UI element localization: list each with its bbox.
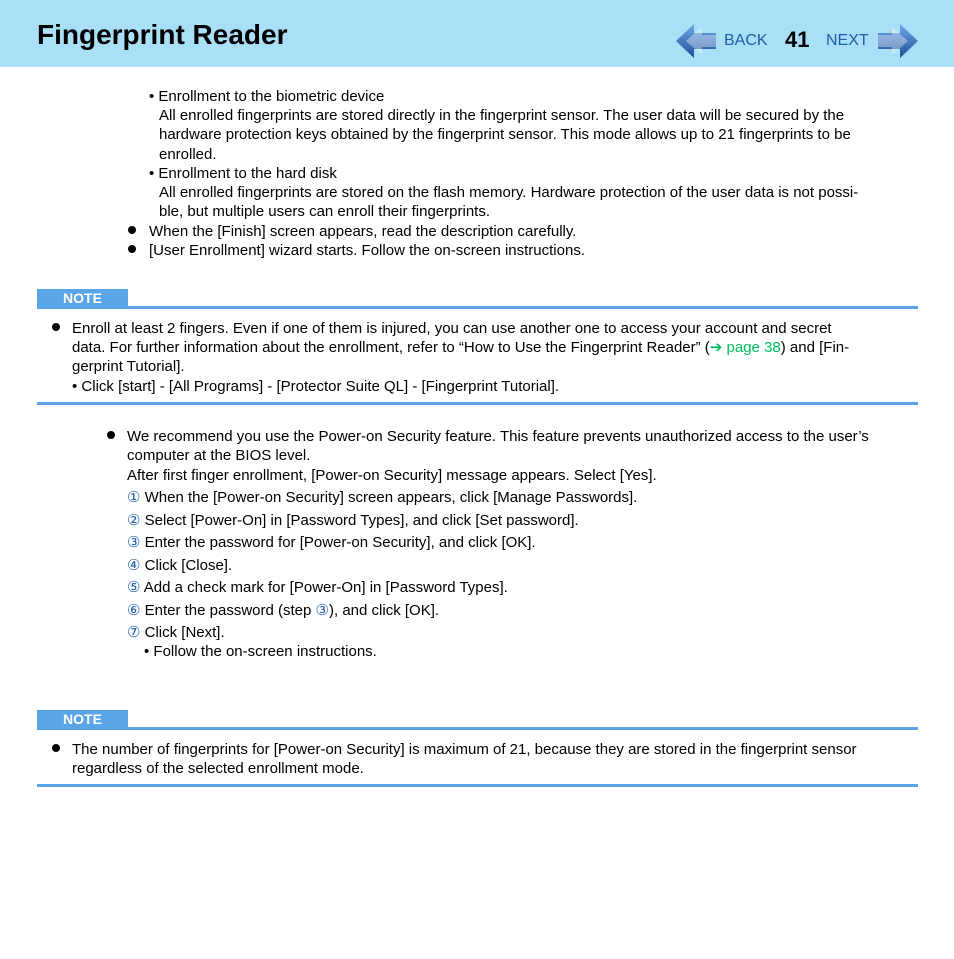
paragraph-line: All enrolled fingerprints are stored on the flash memory. Hardware protection of the user data is not possi- — [159, 184, 859, 201]
step-number: ② — [127, 512, 141, 529]
back-arrow-icon[interactable] — [676, 22, 716, 60]
note-text: data. For further information about the enrollment, refer to “How to Use the Fingerprint Reader” ( — [72, 339, 710, 356]
page-number: 41 — [785, 27, 810, 52]
step-text: Click [Close]. — [140, 557, 233, 574]
step-7 — [127, 623, 225, 642]
note-divider-top — [37, 727, 918, 730]
step-ref: ③ — [315, 602, 329, 619]
step-number: ③ — [127, 534, 141, 551]
paragraph-line: We recommend you use the Power-on Security feature. This feature prevents unauthorized access to the user’s — [127, 428, 869, 445]
page-38-link[interactable]: ➔ page 38 — [709, 339, 781, 356]
bullet-icon — [107, 431, 115, 439]
step-5 — [127, 578, 508, 597]
step-number: ④ — [127, 557, 141, 574]
step-text: Enter the password for [Power-on Security], and click [OK]. — [140, 534, 536, 551]
note-divider-top — [37, 306, 918, 309]
note-label: NOTE — [37, 289, 128, 307]
sub-item-title: • Enrollment to the biometric device — [149, 88, 385, 105]
step-number: ① — [127, 489, 141, 506]
note-line — [72, 338, 849, 357]
step-text: Add a check mark for [Power-On] in [Password Types]. — [140, 579, 508, 596]
step-3 — [127, 533, 536, 552]
step-6 — [127, 601, 439, 620]
step-2 — [127, 511, 579, 530]
paragraph-line: After first finger enrollment, [Power-on Security] message appears. Select [Yes]. — [127, 467, 657, 484]
step-4 — [127, 556, 232, 575]
step-text: Enter the password (step — [140, 602, 316, 619]
step-text: Click [Next]. — [140, 624, 225, 641]
note-line: Enroll at least 2 fingers. Even if one of them is injured, you can use another one to access your account and secret — [72, 320, 832, 337]
bullet-icon — [52, 744, 60, 752]
note-line: The number of fingerprints for [Power-on Security] is maximum of 21, because they are stored in the fingerprint sensor — [72, 741, 857, 758]
bullet-icon — [52, 323, 60, 331]
note-line: gerprint Tutorial]. — [72, 358, 185, 375]
bullet-icon — [128, 245, 136, 253]
note-divider-bottom — [37, 784, 918, 787]
step-text: ), and click [OK]. — [329, 602, 440, 619]
step-number: ⑥ — [127, 602, 141, 619]
note-divider-bottom — [37, 402, 918, 405]
note-label: NOTE — [37, 710, 128, 728]
back-link[interactable]: BACK — [724, 32, 768, 49]
sub-item-title: • Enrollment to the hard disk — [149, 165, 337, 182]
paragraph-line: enrolled. — [159, 146, 217, 163]
step-text: When the [Power-on Security] screen appears, click [Manage Passwords]. — [140, 489, 638, 506]
step-number: ⑤ — [127, 579, 141, 596]
follow-instructions: • Follow the on-screen instructions. — [144, 643, 377, 660]
step-text: Select [Power-On] in [Password Types], and click [Set password]. — [140, 512, 579, 529]
note-text: ) and [Fin- — [780, 339, 850, 356]
note-line: • Click [start] - [All Programs] - [Protector Suite QL] - [Fingerprint Tutorial]. — [72, 378, 560, 395]
paragraph-line: computer at the BIOS level. — [127, 447, 311, 464]
note-line: regardless of the selected enrollment mode. — [72, 760, 364, 777]
step-number: ⑦ — [127, 624, 141, 641]
page-title: Fingerprint Reader — [37, 19, 288, 50]
paragraph-line: ble, but multiple users can enroll their fingerprints. — [159, 203, 490, 220]
paragraph-line: hardware protection keys obtained by the fingerprint sensor. This mode allows up to 21 fingerprints to be — [159, 126, 851, 143]
list-item: When the [Finish] screen appears, read the description carefully. — [149, 223, 577, 240]
paragraph-line: All enrolled fingerprints are stored directly in the fingerprint sensor. The user data will be secured by the — [159, 107, 845, 124]
step-1 — [127, 488, 637, 507]
next-arrow-icon[interactable] — [878, 22, 918, 60]
list-item: [User Enrollment] wizard starts. Follow the on-screen instructions. — [149, 242, 585, 259]
bullet-icon — [128, 226, 136, 234]
next-link[interactable]: NEXT — [826, 32, 869, 49]
